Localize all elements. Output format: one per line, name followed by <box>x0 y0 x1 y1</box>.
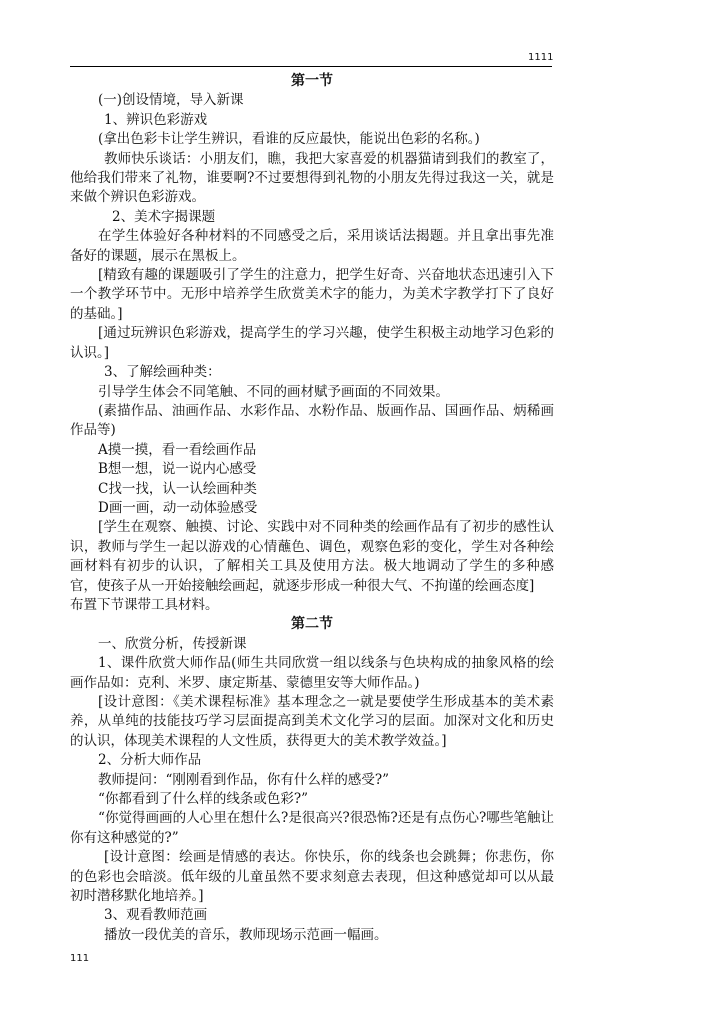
paragraph: A摸一摸，看一看绘画作品 <box>98 441 257 458</box>
paragraph: 1、课件欣赏大师作品(师生共同欣赏一组以线条与色块构成的抽象风格的绘画作品如：克利、米罗、康定斯基、蒙德里安等大师作品。) <box>70 655 554 691</box>
paragraph: (一)创设情境，导入新课 <box>98 92 244 109</box>
paragraph: 引导学生体会不同笔触、不同的画材赋予画面的不同效果。 <box>98 383 449 400</box>
paragraph: [通过玩辨识色彩游戏，提高学生的学习兴趣，使学生积极主动地学习色彩的认识。] <box>70 325 554 361</box>
paragraph: [学生在观察、触摸、讨论、实践中对不同种类的绘画作品有了初步的感性认识，教师与学生一起以游戏的心情蘸色、调色，观察色彩的变化，学生对各种绘画材料有初步的认识，了解相关工具及使用方法。极大地调动了学生的多种感官，使孩子从一开始接触绘画起，就逐步形成一种很大气、不拘谨的绘画态度] <box>70 519 554 594</box>
paragraph: (拿出色彩卡让学生辨识，看谁的反应最快，能说出色彩的名称。) <box>98 131 480 148</box>
paragraph: C找一找，认一认绘画种类 <box>98 480 257 497</box>
paragraph: 播放一段优美的音乐，教师现场示范画一幅画。 <box>104 926 388 943</box>
header-rule <box>70 66 552 67</box>
paragraph: 教师提问：“刚刚看到作品，你有什么样的感受?” <box>98 771 390 788</box>
paragraph: 一、欣赏分析，传授新课 <box>98 635 247 652</box>
header-page-number: 1111 <box>528 52 554 63</box>
paragraph: [设计意图：绘画是情感的表达。你快乐，你的线条也会跳舞；你悲伤，你的色彩也会暗淡。低年级的儿童虽然不要求刻意去表现，但这种感觉却可以从最初时潜移默化地培养。] <box>70 849 554 905</box>
document-body <box>70 72 554 945</box>
footer-page-number: 111 <box>70 953 90 964</box>
paragraph: 3、观看教师范画 <box>104 907 208 924</box>
paragraph: [设计意图：《美术课程标准》基本理念之一就是要使学生形成基本的美术素养，从单纯的技能技巧学习层面提高到美术文化学习的层面。加深对文化和历史的认识，体现美术课程的人文性质，获得更大的美术教学效益。] <box>70 694 554 749</box>
paragraph: 在学生体验好各种材料的不同感受之后，采用谈话法揭题。并且拿出事先准备好的课题，展示在黑板上。 <box>70 228 554 264</box>
paragraph: (素描作品、油画作品、水彩作品、水粉作品、版画作品、国画作品、炳稀画作品等) <box>70 402 554 439</box>
paragraph: 3、了解绘画种类： <box>104 364 221 381</box>
paragraph: “你都看到了什么样的线条或色彩?” <box>98 791 309 808</box>
paragraph: 2、美术字揭课题 <box>112 208 216 225</box>
paragraph: B想一想，说一说内心感受 <box>98 461 257 478</box>
paragraph: D画一画，动一动体验感受 <box>98 499 258 516</box>
paragraph: [精致有趣的课题吸引了学生的注意力，把学生好奇、兴奋地状态迅速引入下一个教学环节中。无形中培养学生欣赏美术字的能力，为美术字教学打下了良好的基础。] <box>70 267 554 322</box>
paragraph: 教师快乐谈话：小朋友们，瞧，我把大家喜爱的机器猫请到我们的教室了，他给我们带来了礼物，谁要啊?不过要想得到礼物的小朋友先得过我这一关，就是来做个辨识色彩游戏。 <box>70 150 554 206</box>
section-title-2: 第二节 <box>291 616 333 633</box>
section-title-1: 第一节 <box>291 73 333 89</box>
paragraph: 1、辨识色彩游戏 <box>104 111 208 128</box>
paragraph: “你觉得画画的人心里在想什么?是很高兴?很恐怖?还是有点伤心?哪些笔触让你有这种感觉的?” <box>70 810 554 846</box>
paragraph: 2、分析大师作品 <box>98 752 202 769</box>
paragraph: 布置下节课带工具材料。 <box>70 596 219 613</box>
